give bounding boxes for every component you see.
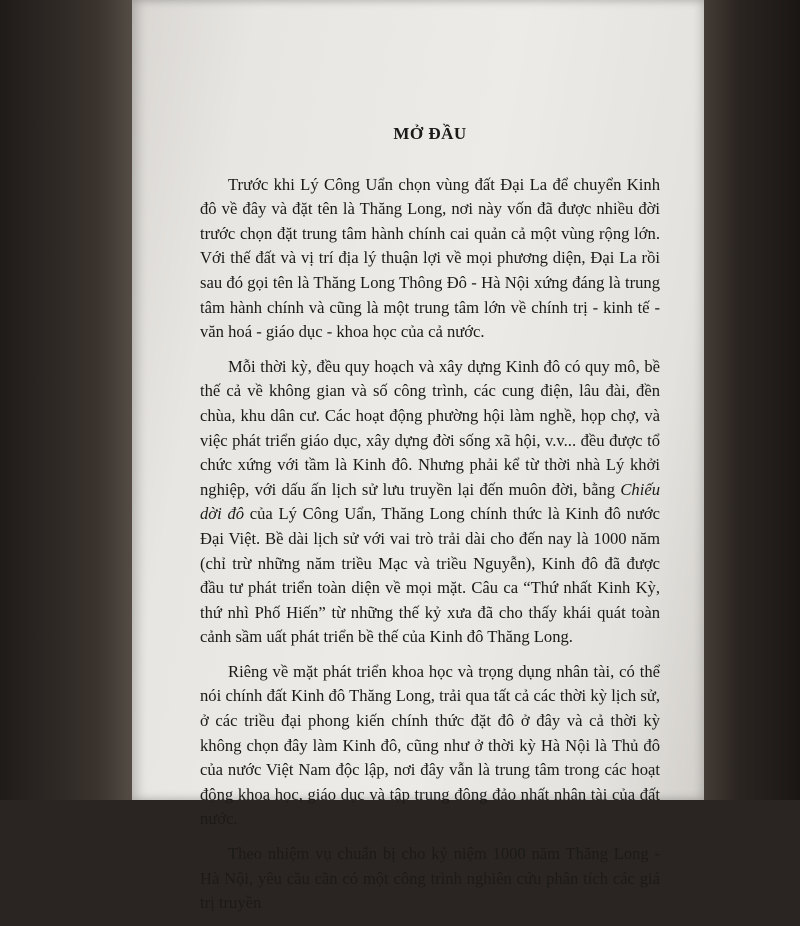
background-right [696, 0, 800, 800]
paragraph-2-text-before: Mỗi thời kỳ, đều quy hoạch và xây dựng Kinh đô có quy mô, bề thế cả về không gian và số công trình, các cung điện, lâu đài, đền chùa, khu dân cư. Các hoạt động phường hội làm nghề, họp chợ, và việc phát triển giáo dục, xây dựng đời sống xã hội, v.v... đều được tổ chức xứng với tầm là Kinh đô. Nhưng phải kể từ thời nhà Lý khởi nghiệp, với dấu ấn lịch sử lưu truyền lại đến muôn đời, bằng [200, 356, 660, 499]
paragraph-2 [200, 355, 660, 650]
paragraph-2-text-after: của Lý Công Uẩn, Thăng Long chính thức là Kinh đô nước Đại Việt. Bề dài lịch sử với vai trò trải dài cho đến nay là 1000 năm (chỉ trừ những năm triều Mạc và triều Nguyễn), Kinh đô đã được đầu tư phát triển toàn diện về mọi mặt. Câu ca “Thứ nhất Kinh Kỳ, thứ nhì Phố Hiến” từ những thế kỷ xưa đã cho thấy khái quát toàn cảnh sầm uất phát triển bề thế của Kinh đô Thăng Long. [200, 504, 660, 647]
paragraph-3: Riêng về mặt phát triển khoa học và trọng dụng nhân tài, có thể nói chính đất Kinh đô Thăng Long, trải qua tất cả các thời kỳ lịch sử, ở các triều đại phong kiến chính thức đặt đô ở đây và cả thời kỳ không chọn đây làm Kinh đô, cũng như ở thời kỳ Hà Nội là Thủ đô của nước Việt Nam độc lập, nơi đây vẫn là trung tâm trong các hoạt động khoa học, giáo dục và tập trung đông đảo nhất nhân tài của đất nước. [200, 661, 660, 829]
page-content [200, 122, 660, 926]
paragraph-1: Trước khi Lý Công Uẩn chọn vùng đất Đại La để chuyển Kinh đô về đây và đặt tên là Thăng Long, nơi này vốn đã được nhiều đời trước chọn đặt trung tâm hành chính cai quản cả một vùng rộng lớn. Với thế đất và vị trí địa lý thuận lợi về mọi phương diện, Đại La rồi sau đó gọi tên là Thăng Long Thông Đô - Hà Nội xứng đáng là trung tâm hành chính và cũng là một trung tâm lớn về chính trị - kinh tế - văn hoá - giáo dục - khoa học của cả nước. [200, 174, 660, 342]
paragraph-2-italic-title: Chiếu dời đô [200, 479, 660, 524]
book-page [132, 0, 704, 913]
paragraph-4: Theo nhiệm vụ chuẩn bị cho kỷ niệm 1000 năm Thăng Long - Hà Nội, yêu cầu cần có một công trình nghiên cứu phân tích các giá trị truyền [200, 844, 660, 913]
page-title: MỞ ĐẦU [393, 124, 467, 143]
background-left [0, 0, 140, 800]
